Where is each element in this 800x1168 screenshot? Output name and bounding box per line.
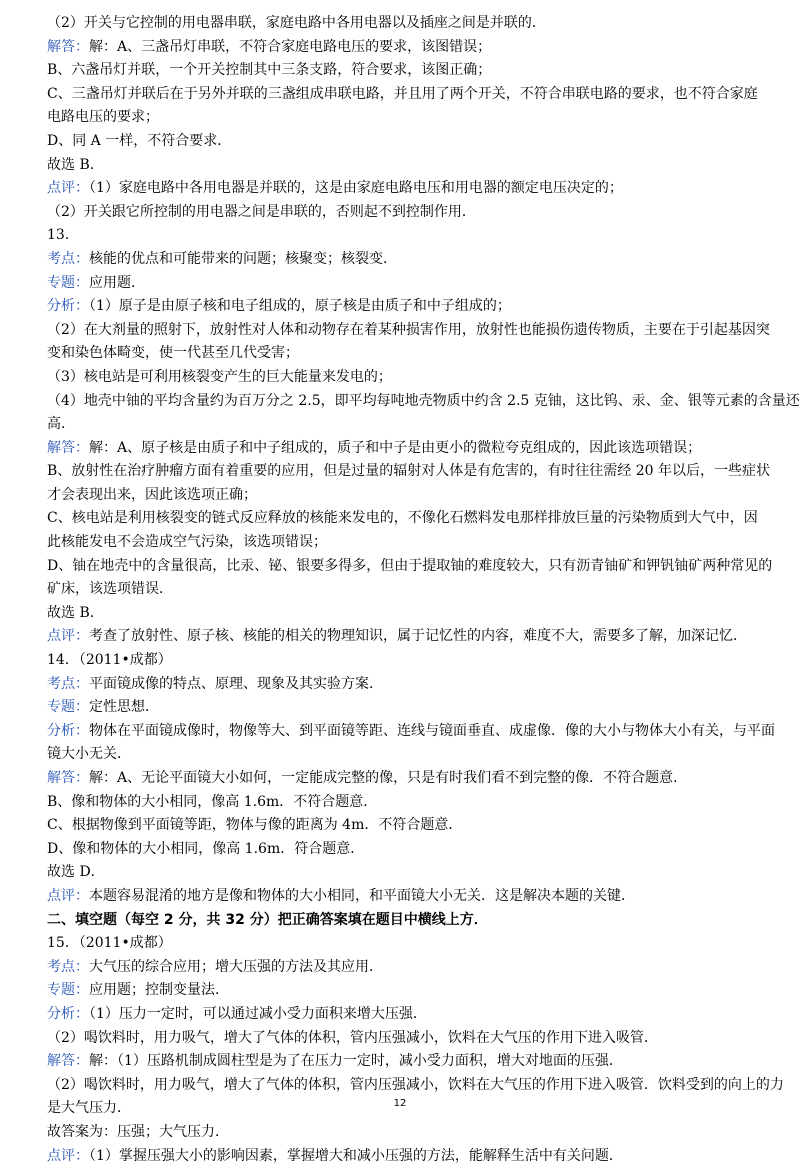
text-line	[47, 460, 762, 484]
label-tag: 点评：	[47, 1148, 89, 1164]
document-body	[47, 12, 762, 1168]
text-line	[47, 224, 762, 248]
line-text: 电路电压的要求；	[47, 109, 159, 125]
text-line	[47, 885, 762, 909]
line-text: （1）掌握压强大小的影响因素，掌握增大和减小压强的方法，能解释生活中有关问题．	[89, 1148, 623, 1164]
line-text: 才会表现出来，因此该选项正确；	[47, 487, 257, 503]
line-text: C、根据物像到平面镜等距，物体与像的距离为 4m．不符合题意．	[47, 817, 462, 833]
text-line	[47, 720, 762, 744]
line-text: 大气压的综合应用；增大压强的方法及其应用．	[89, 959, 383, 975]
text-line	[47, 319, 762, 343]
label-tag: 解答：	[47, 1053, 89, 1069]
line-text: （4）地壳中铀的平均含量约为百万分之 2.5，即平均每吨地壳物质中约含 2.5 克铀，这比钨、汞、金、银等元素的含量还	[47, 393, 800, 409]
text-line	[47, 36, 762, 60]
page-number: 12	[0, 1098, 800, 1109]
line-text: 此核能发电不会造成空气污染，该选项错误；	[47, 534, 327, 550]
text-line	[47, 177, 762, 201]
line-text: D、铀在地壳中的含量很高，比汞、铋、银要多得多，但由于提取铀的难度较大，只有沥青铀矿和钾钒铀矿两种常见的	[47, 558, 772, 574]
label-tag: 专题：	[47, 699, 89, 715]
text-line	[47, 555, 762, 579]
line-text: 应用题；控制变量法．	[89, 982, 229, 998]
text-line	[47, 578, 762, 602]
label-tag: 考点：	[47, 959, 89, 975]
text-line	[47, 602, 762, 626]
text-line	[47, 295, 762, 319]
label-tag: 专题：	[47, 275, 89, 291]
text-line	[47, 979, 762, 1003]
line-text: 平面镜成像的特点、原理、现象及其实验方案．	[89, 676, 383, 692]
line-text: 故选 B．	[47, 605, 104, 621]
label-tag: 解答：	[47, 440, 89, 456]
line-text: 解：A、三盏吊灯串联，不符合家庭电路电压的要求，该图错误；	[89, 39, 491, 55]
line-text: 考查了放射性、原子核、核能的相关的物理知识，属于记忆性的内容，难度不大，需要多了解，加深记忆．	[89, 628, 747, 644]
text-line	[47, 366, 762, 390]
line-text: 故选 B．	[47, 157, 104, 173]
line-text: （3）核电站是可利用核裂变产生的巨大能量来发电的；	[47, 369, 392, 385]
line-text: 物体在平面镜成像时，物像等大、到平面镜等距、连线与镜面垂直、成虚像．像的大小与物体大小有关，与平面	[89, 723, 775, 739]
text-line	[47, 437, 762, 461]
line-text: （1）压力一定时，可以通过减小受力面积来增大压强．	[89, 1006, 427, 1022]
text-line	[47, 767, 762, 791]
text-line	[47, 838, 762, 862]
text-line	[47, 625, 762, 649]
line-text: B、放射性在治疗肿瘤方面有着重要的应用，但是过量的辐射对人体是有危害的，有时往往需经 20 年以后，一些症状	[47, 463, 770, 479]
text-line	[47, 272, 762, 296]
text-line	[47, 673, 762, 697]
text-line	[47, 507, 762, 531]
label-tag: 点评：	[47, 888, 89, 904]
text-line	[47, 342, 762, 366]
text-line	[47, 83, 762, 107]
text-line	[47, 248, 762, 272]
text-line	[47, 1003, 762, 1027]
text-line	[47, 1121, 762, 1145]
line-text: 是大气压力．	[47, 1100, 131, 1116]
text-line	[47, 1145, 762, 1168]
line-text: （1）家庭电路中各用电器是并联的，这是由家庭电路电压和用电器的额定电压决定的；	[89, 180, 623, 196]
line-text: 故答案为：压强；大气压力．	[47, 1124, 229, 1140]
line-text: 高．	[47, 416, 75, 432]
text-line	[47, 106, 762, 130]
text-line	[47, 814, 762, 838]
line-text: 核能的优点和可能带来的问题；核聚变；核裂变．	[89, 251, 397, 267]
line-text: 15．（2011•成都）	[47, 935, 172, 951]
line-text: B、六盏吊灯并联，一个开关控制其中三条支路，符合要求，该图正确；	[47, 62, 491, 78]
line-text: 解：A、原子核是由质子和中子组成的，质子和中子是由更小的微粒夸克组成的，因此该选项错误；	[89, 440, 701, 456]
label-tag: 解答：	[47, 39, 89, 55]
label-tag: 分析：	[47, 298, 89, 314]
text-line	[47, 743, 762, 767]
label-tag: 分析：	[47, 723, 89, 739]
text-line	[47, 201, 762, 225]
line-text: 解：（1）压路机制成圆柱型是为了在压力一定时，减小受力面积，增大对地面的压强．	[89, 1053, 623, 1069]
line-text: 二、填空题（每空 2 分，共 32 分）把正确答案填在题目中横线上方．	[47, 912, 488, 928]
text-line	[47, 154, 762, 178]
label-tag: 点评：	[47, 628, 89, 644]
line-text: 定性思想．	[89, 699, 159, 715]
text-line	[47, 1074, 762, 1098]
line-text: （2）喝饮料时，用力吸气，增大了气体的体积，管内压强减小，饮料在大气压的作用下进入吸管．饮料受到的向上的力	[47, 1077, 784, 1093]
line-text: 变和染色体畸变，使一代甚至几代受害；	[47, 345, 299, 361]
text-line	[47, 696, 762, 720]
text-line	[47, 649, 762, 673]
line-text: （2）喝饮料时，用力吸气，增大了气体的体积，管内压强减小，饮料在大气压的作用下进入吸管．	[47, 1030, 658, 1046]
line-text: D、同 A 一样，不符合要求．	[47, 133, 231, 149]
text-line	[47, 413, 762, 437]
label-tag: 考点：	[47, 676, 89, 692]
text-line	[47, 12, 762, 36]
text-line	[47, 956, 762, 980]
text-line	[47, 932, 762, 956]
line-text: B、像和物体的大小相同，像高 1.6m．不符合题意．	[47, 794, 377, 810]
line-text: 解：A、无论平面镜大小如何，一定能成完整的像，只是有时我们看不到完整的像．不符合题意．	[89, 770, 687, 786]
line-text: （2）开关跟它所控制的用电器之间是串联的，否则起不到控制作用．	[47, 204, 476, 220]
line-text: 本题容易混淆的地方是像和物体的大小相同，和平面镜大小无关．这是解决本题的关键．	[89, 888, 635, 904]
line-text: 应用题．	[89, 275, 145, 291]
text-line	[47, 791, 762, 815]
label-tag: 点评：	[47, 180, 89, 196]
line-text: C、核电站是利用核裂变的链式反应释放的核能来发电的，不像化石燃料发电那样排放巨量的污染物质到大气中，因	[47, 510, 758, 526]
line-text: 镜大小无关．	[47, 746, 131, 762]
line-text: 13．	[47, 227, 79, 243]
line-text: （1）原子是由原子核和电子组成的，原子核是由质子和中子组成的；	[89, 298, 511, 314]
line-text: D、像和物体的大小相同，像高 1.6m．符合题意．	[47, 841, 364, 857]
label-tag: 专题：	[47, 982, 89, 998]
line-text: 14．（2011•成都）	[47, 652, 172, 668]
line-text: （2）在大剂量的照射下，放射性对人体和动物存在着某种损害作用，放射性也能损伤遗传物质，主要在于引起基因突	[47, 322, 770, 338]
line-text: （2）开关与它控制的用电器串联，家庭电路中各用电器以及插座之间是并联的．	[47, 15, 546, 31]
text-line	[47, 390, 762, 414]
text-line	[47, 1027, 762, 1051]
label-tag: 分析：	[47, 1006, 89, 1022]
line-text: C、三盏吊灯并联后在于另外并联的三盏组成串联电路，并且用了两个开关，不符合串联电路的要求，也不符合家庭	[47, 86, 758, 102]
text-line	[47, 1050, 762, 1074]
text-line	[47, 130, 762, 154]
line-text: 故选 D．	[47, 864, 105, 880]
line-text: 矿床，该选项错误．	[47, 581, 173, 597]
text-line	[47, 484, 762, 508]
label-tag: 解答：	[47, 770, 89, 786]
text-line	[47, 861, 762, 885]
label-tag: 考点：	[47, 251, 89, 267]
text-line	[47, 59, 762, 83]
section-heading	[47, 909, 762, 933]
text-line	[47, 531, 762, 555]
